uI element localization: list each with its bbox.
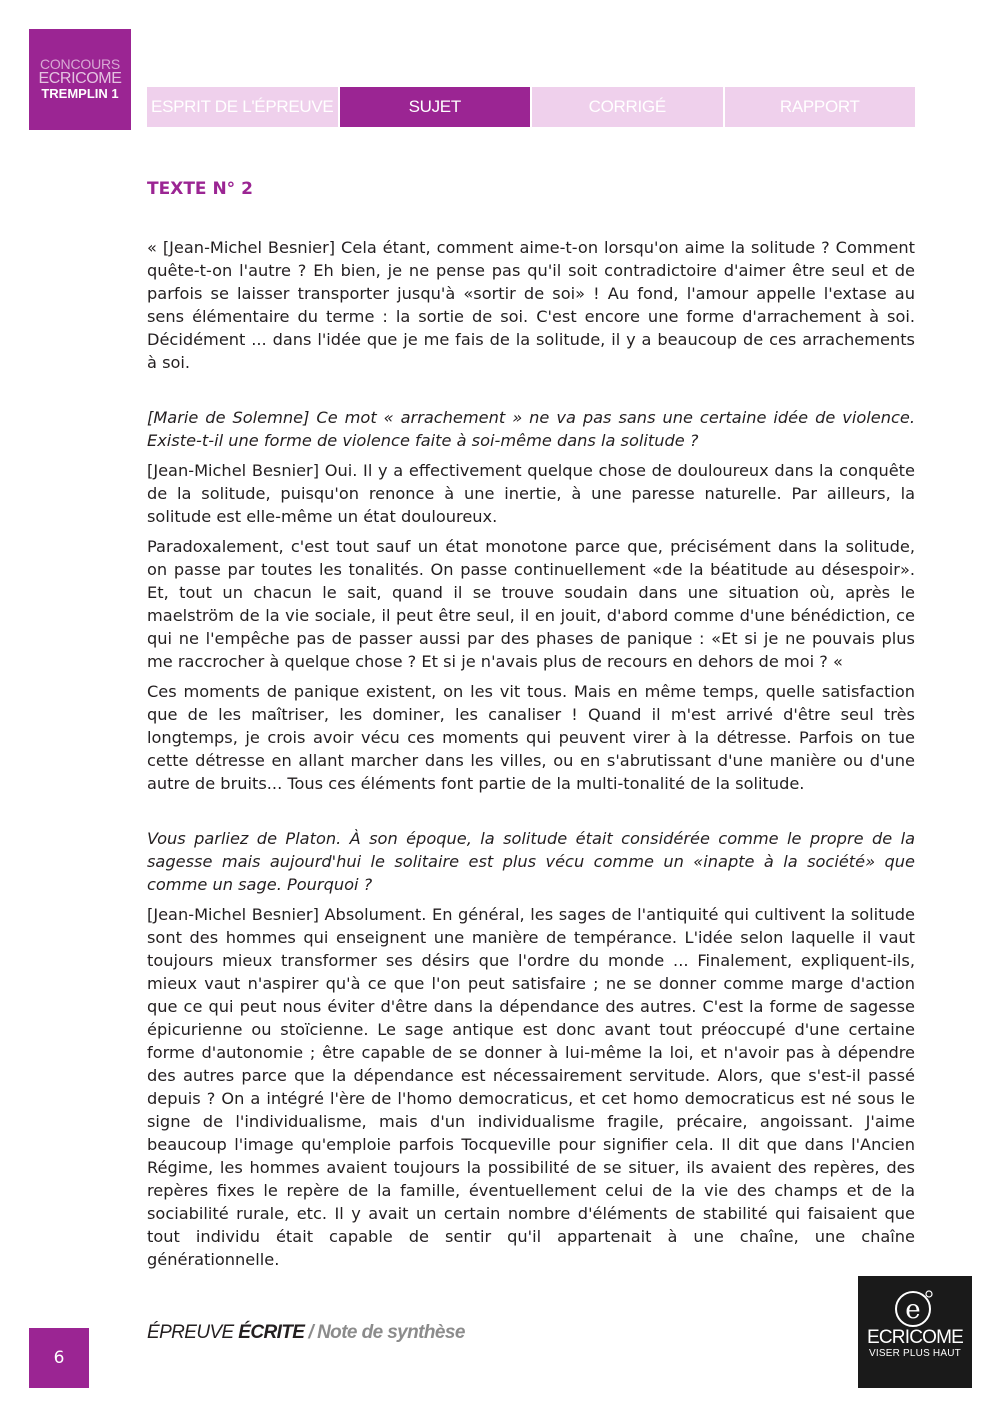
question-paragraph: Vous parliez de Platon. À son époque, la solitude était considérée comme le propre de la sagesse mais aujourd'hui le solitaire est plus vécu comme un «inapte à la société» que comme un sage. Pourquoi ? (147, 829, 915, 894)
brand-line-ecricome: ECRICOME (38, 70, 122, 87)
paragraph: [Jean-Michel Besnier] Absolument. En général, les sages de l'antiquité qui cultivent la solitude sont des hommes qui enseignent une manière de tempérance. L'idée selon laquelle il vaut toujours mieux transformer ses désirs que l'ordre du monde ... Finalement, expliquent-ils, mieux vaut n'aspirer qu'à ce que l'on peut satisfaire ; ne se donner comme marge d'action que ce qui peut nous éviter d'être dans la dépendance des autres. C'est la forme de sagesse épicurienne ou stoïcienne. Le sage antique est donc avant tout préoccupé d'une certaine forme d'autonomie ; être capable de se donner à lui-même la loi, et n'avoir pas à dépendre des autres parce que la dépendance est nécessairement servitude. Alors, que s'est-il passé depuis ? On a intégré l'ère de l'homo democraticus, et cet homo democraticus est né sous le signe de l'individualisme, mais d'un individualisme fragile, précaire, angoissant. J'aime beaucoup l'image qu'emploie parfois Tocqueville pour signifier cela. Il dit que dans l'Ancien Régime, les hommes avaient toujours la possibilité de se situer, ils avaient des repères, des repères fixes le repère de la famille, éventuellement celui de la vie des champs et de la sociabilité rurale, etc. Il y avait un certain nombre d'éléments de stabilité qui faisaient que tout individu était capable de sentir qu'il appartenait à une chaîne, une chaîne générationnelle. (147, 905, 915, 1269)
tab-esprit-epreuve[interactable]: ESPRIT DE L'ÉPREUVE (147, 87, 338, 127)
tab-rapport[interactable]: RAPPORT (725, 87, 916, 127)
section-tabs (147, 87, 915, 127)
footer-subtitle: Note de synthèse (317, 1322, 465, 1343)
tab-sujet[interactable]: SUJET (340, 87, 531, 127)
brand-line-tremplin: TREMPLIN 1 (41, 86, 119, 101)
footer-ecrite: ÉCRITE (238, 1322, 305, 1343)
footer-label (147, 1322, 465, 1344)
brand-line-concours: CONCOURS (39, 56, 121, 72)
ecricome-logo (858, 1276, 972, 1388)
brand-logo-box (29, 29, 131, 130)
logo-name: ECRICOME (867, 1327, 963, 1348)
document-body (147, 178, 915, 1278)
ecricome-e-icon (893, 1288, 937, 1328)
footer-epreuve: ÉPREUVE (147, 1322, 239, 1343)
text-title: TEXTE N° 2 (147, 179, 253, 199)
footer-separator: / (308, 1322, 314, 1343)
paragraph: « [Jean-Michel Besnier] Cela étant, comment aime-t-on lorsqu'on aime la solitude ? Comment quête-t-on l'autre ? Eh bien, je ne pense pas qu'il soit contradictoire d'aimer être seul et de parfois se laisser transporter jusqu'à «sortir de soi» ! Au fond, l'amour appelle l'extase au sens élémentaire du terme : la sortie de soi. C'est encore une forme d'arrachement à soi. Décidément ... dans l'idée que je me fais de la solitude, il y a beaucoup de ces arrachements à soi. (147, 238, 915, 372)
page-number: 6 (29, 1328, 89, 1388)
question-paragraph: [Marie de Solemne] Ce mot « arrachement » ne va pas sans une certaine idée de violence. Existe-t-il une forme de violence faite à soi-même dans la solitude ? (147, 408, 915, 450)
svg-text:e: e (905, 1295, 921, 1325)
paragraph: Ces moments de panique existent, on les vit tous. Mais en même temps, quelle satisfaction que de les maîtriser, les dominer, les canaliser ! Quand il m'est arrivé d'être seul très longtemps, je crois avoir vécu ces moments qui peuvent virer à la détresse. Parfois on tue cette détresse en allant marcher dans les villes, ou en s'abrutissant d'une manière ou d'une autre de bruits... Tous ces éléments font partie de la multi-tonalité de la solitude. (147, 682, 915, 793)
tab-corrige[interactable]: CORRIGÉ (532, 87, 723, 127)
logo-tagline: VISER PLUS HAUT (869, 1348, 961, 1359)
paragraph: Paradoxalement, c'est tout sauf un état monotone parce que, précisément dans la solitude, on passe par toutes les tonalités. On passe continuellement «de la béatitude au désespoir». Et, tout un chacun le sait, quand il se trouve soudain dans une situation où, après le maelström de la vie sociale, il peut être seul, il en jouit, d'abord comme d'une bénédiction, ce qui ne l'empêche pas de passer aussi par des phases de panique : «Et si je ne pouvais plus me raccrocher à quelque chose ? Et si je n'avais plus de recours en dehors de moi ? « (147, 537, 915, 671)
paragraph: [Jean-Michel Besnier] Oui. Il y a effectivement quelque chose de douloureux dans la conquête de la solitude, puisqu'on renonce à une inertie, à une paresse naturelle. Par ailleurs, la solitude est elle-même un état douloureux. (147, 461, 915, 526)
